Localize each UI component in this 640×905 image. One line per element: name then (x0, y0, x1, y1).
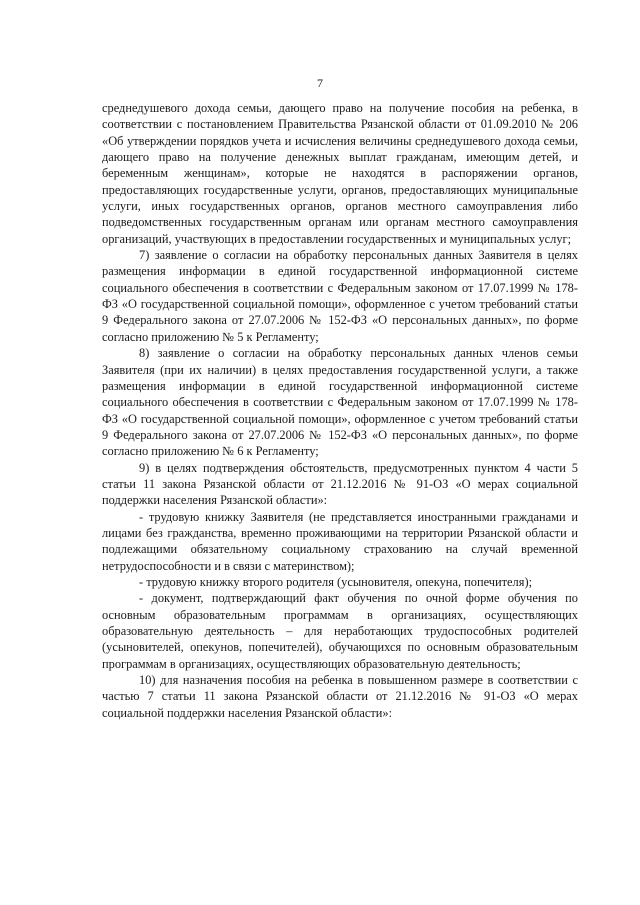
page-number: 7 (317, 76, 323, 90)
list-item-applicant-workbook: - трудовую книжку Заявителя (не представляется иностранными гражданами и лицами без гражданства, временно проживающими на территории Рязанской области и подлежащими обязательному социальному страхованию на случай временной нетрудоспособности и в связи с материнством); (102, 509, 578, 573)
paragraph-item-9: 9) в целях подтверждения обстоятельств, предусмотренных пунктом 4 части 5 статьи 11 закона Рязанской области от 21.12.2016 № 91-ОЗ «О мерах социальной поддержки населения Рязанской области»: (102, 460, 578, 508)
paragraph-item-8: 8) заявление о согласии на обработку персональных данных членов семьи Заявителя (при их наличии) в целях предоставления государственной услуги, а также размещения информации в единой государственной информационной системе социального обеспечения в соответствии с Федеральным законом от 17.07.1999 № 178-ФЗ «О государственной социальной помощи», оформленное с учетом требований статьи 9 Федерального закона от 27.07.2006 № 152-ФЗ «О персональных данных», по форме согласно приложению № 6 к Регламенту; (102, 346, 578, 459)
paragraph-item-7: 7) заявление о согласии на обработку персональных данных Заявителя в целях размещения информации в единой государственной информационной системе социального обеспечения в соответствии с Федеральным законом от 17.07.1999 № 178-ФЗ «О государственной социальной помощи», оформленное с учетом требований статьи 9 Федерального закона от 27.07.2006 № 152-ФЗ «О персональных данных», по форме согласно приложению № 5 к Регламенту; (102, 248, 578, 344)
list-item-education-document: - документ, подтверждающий факт обучения по очной форме обучения по основным образовательным программам в организациях, осуществляющих образовательную деятельность – для неработающих трудоспособных родителей (усыновителей, опекунов, попечителей), обучающихся по основным образовательным программам в организациях, осуществляющих образовательную деятельность; (102, 591, 578, 671)
paragraph-item-10: 10) для назначения пособия на ребенка в повышенном размере в соответствии с частью 7 статьи 11 закона Рязанской области от 21.12.2016 № 91-ОЗ «О мерах социальной поддержки населения Рязанской области»: (102, 673, 578, 720)
list-item-second-parent-workbook: - трудовую книжку второго родителя (усыновителя, опекуна, попечителя); (139, 574, 533, 589)
paragraph-continuation: среднедушевого дохода семьи, дающего право на получение пособия на ребенка, в соответствии с постановлением Правительства Рязанской области от 01.09.2010 № 206 «Об утверждении порядков учета и исчисления величины среднедушевого дохода семьи, дающего право на получение денежных выплат гражданам, имеющим детей, и беременным женщинам», которые не находятся в распоряжении органов, предоставляющих государственные услуги, органов, предоставляющих муниципальные услуги, иных государственных органов, органов местного самоуправления либо подведомственных государственным органам или органам местного самоуправления организаций, участвующих в предоставлении государственных и муниципальных услуг; (102, 101, 578, 246)
body-text (102, 100, 578, 721)
